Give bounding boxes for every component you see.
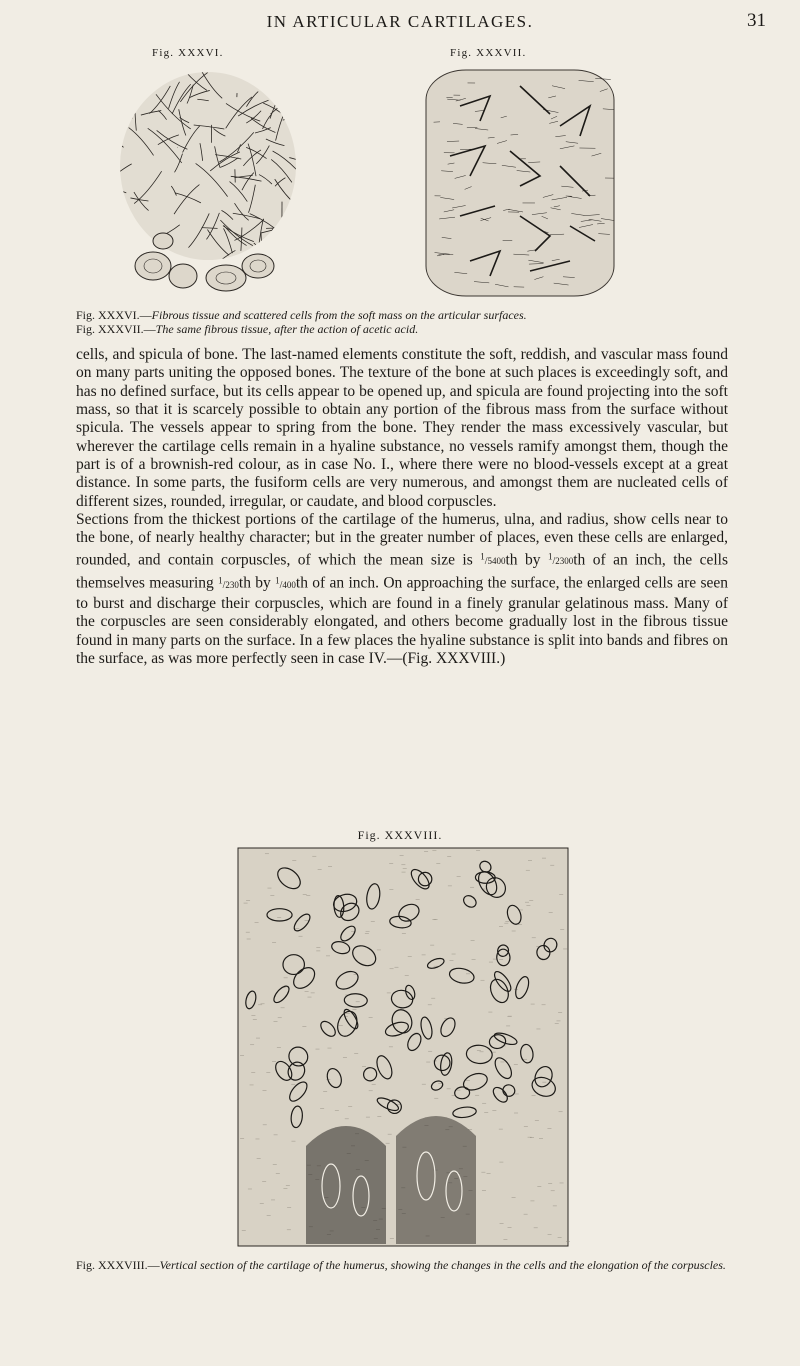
body-text [76, 346, 728, 669]
fraction-4-den: 400 [282, 579, 296, 590]
fig36-caption-num: Fig. XXXVI.— [76, 308, 152, 322]
fraction-1-den: 5400 [487, 556, 506, 567]
fraction-4: 1/400 [275, 575, 296, 591]
fig37-illustration [420, 66, 620, 302]
fraction-3-num: 1 [218, 575, 223, 586]
running-head [0, 10, 800, 40]
fraction-1-num: 1 [480, 551, 485, 562]
fig36-caption-text: Fibrous tissue and scattered cells from the soft mass on the articular surfaces. [151, 308, 527, 322]
fraction-2-den: 2300 [555, 556, 574, 567]
fraction-2-num: 1 [547, 551, 553, 562]
fig38-illustration [236, 846, 570, 1248]
fig38-caption [76, 1258, 736, 1272]
fraction-1: 1/5400 [480, 551, 506, 568]
fig38-caption-text: Vertical section of the cartilage of the humerus, showing the changes in the cells and the elongation of the corpuscles. [159, 1258, 726, 1272]
fraction-3-den: 230 [225, 579, 239, 590]
fig37-label: Fig. XXXVII. [450, 47, 527, 59]
fraction-4-num: 1 [275, 575, 280, 586]
para2-part-a: Sections from the thickest portions of the cartilage of the humerus, ulna, and radius, show cells near to the bone, of nearly healthy character; but in the greater number of places, even these cells are enlarged, rounded, and contain corpuscles, of which the mean size is [76, 511, 728, 569]
fig38-label: Fig. XXXVIII. [357, 828, 443, 842]
paragraph-1: cells, and spicula of bone. The last-named elements constitute the soft, reddish, and vascular mass found on many parts uniting the opposed bones. The texture of the bone at such places is exceedingly soft, and has no defined surface, but its cells appear to be opened up, and spicula are found projecting into the soft mass, so that it is scarcely possible to obtain any portion of the fibrous mass from the surface without spicula. The vessels appear to spring from the bone. They render the mass excessively vascular, but wherever the cartilage cells remain in a hyaline substance, no vessels ramify amongst them, though the part is of a brownish-red colour, as in case No. I., where there were no blood-vessels except at a great distance. In some parts, the fusiform cells are very numerous, and amongst them are nucleated cells of different sizes, rounded, irregular, or caudate, and blood corpuscles. [76, 346, 728, 510]
fig37-caption [76, 322, 776, 336]
fig36-caption [76, 308, 776, 322]
fraction-2: 1/2300 [547, 551, 574, 568]
para2-part-e: th of an inch. On approaching the surface, the enlarged cells are seen to burst and discharge their corpuscles, which are found in a finely granular gelatinous mass. Many of the corpuscles are seen considerably elongated, and others become gradually lost in the fibrous tissue found in many parts on the surface. In a few places the hyaline substance is split into bands and fibres on the surface, as was more perfectly seen in case IV.—(Fig. XXXVIII.) [76, 574, 728, 668]
running-title: IN ARTICULAR CARTILAGES. [266, 12, 534, 31]
fig37-caption-text: The same fibrous tissue, after the action of acetic acid. [155, 322, 419, 336]
fraction-3: 1/230 [218, 575, 239, 591]
paragraph-2 [76, 511, 728, 668]
fig37-caption-num: Fig. XXXVII.— [76, 322, 156, 336]
para2-part-d: th by [238, 574, 276, 592]
fig36-illustration [108, 66, 308, 294]
page-number: 31 [747, 10, 766, 31]
para2-part-c: th of an inch, the cells themselves measuring [76, 551, 729, 592]
fig38-caption-num: Fig. XXXVIII.— [76, 1258, 160, 1272]
fig36-label: Fig. XXXVI. [152, 47, 224, 59]
para2-part-b: th by [505, 551, 548, 569]
